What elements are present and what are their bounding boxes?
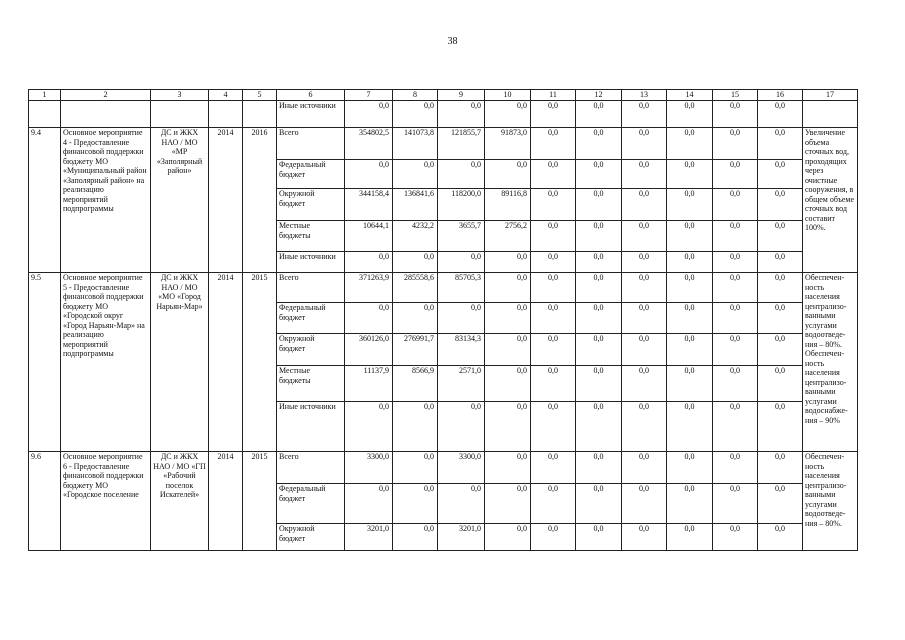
- amount-cell: 0,0: [576, 484, 622, 524]
- amount-cell: 0,0: [622, 189, 667, 221]
- amount-cell: 0,0: [345, 160, 393, 189]
- amount-cell: 0,0: [576, 252, 622, 273]
- amount-cell: 0,0: [758, 402, 803, 452]
- funding-source: Окружной бюджет: [277, 524, 345, 551]
- amount-cell: 0,0: [531, 160, 576, 189]
- amount-cell: 0,0: [485, 524, 531, 551]
- amount-cell: 0,0: [758, 160, 803, 189]
- item-number: 9.6: [29, 452, 61, 551]
- amount-cell: 0,0: [393, 101, 438, 128]
- amount-cell: 0,0: [667, 273, 713, 303]
- amount-cell: 0,0: [713, 189, 758, 221]
- column-header: 3: [151, 90, 209, 101]
- column-header: 9: [438, 90, 485, 101]
- amount-cell: 0,0: [393, 252, 438, 273]
- amount-cell: 0,0: [713, 484, 758, 524]
- amount-cell: 0,0: [576, 189, 622, 221]
- amount-cell: 0,0: [531, 273, 576, 303]
- amount-cell: 0,0: [345, 484, 393, 524]
- amount-cell: 0,0: [393, 484, 438, 524]
- amount-cell: 276991,7: [393, 334, 438, 366]
- amount-cell: 0,0: [622, 128, 667, 160]
- amount-cell: 85705,3: [438, 273, 485, 303]
- amount-cell: 0,0: [758, 273, 803, 303]
- amount-cell: 0,0: [758, 303, 803, 334]
- amount-cell: 0,0: [531, 524, 576, 551]
- amount-cell: 2571,0: [438, 366, 485, 402]
- column-header: 11: [531, 90, 576, 101]
- amount-cell: 0,0: [758, 452, 803, 484]
- column-header: 10: [485, 90, 531, 101]
- column-header: 4: [209, 90, 243, 101]
- amount-cell: 0,0: [576, 334, 622, 366]
- column-header: 17: [803, 90, 858, 101]
- start-year: 2014: [209, 452, 243, 551]
- amount-cell: 0,0: [485, 160, 531, 189]
- executor: ДС и ЖКХ НАО / МО «ГП «Рабочий поселок Искателей»: [151, 452, 209, 551]
- amount-cell: 0,0: [713, 101, 758, 128]
- amount-cell: 0,0: [576, 524, 622, 551]
- amount-cell: 354802,5: [345, 128, 393, 160]
- empty-cell: [61, 101, 151, 128]
- funding-source: Всего: [277, 452, 345, 484]
- amount-cell: 0,0: [667, 160, 713, 189]
- column-header: 15: [713, 90, 758, 101]
- amount-cell: 0,0: [393, 303, 438, 334]
- empty-cell: [243, 101, 277, 128]
- amount-cell: 83134,3: [438, 334, 485, 366]
- amount-cell: 3201,0: [438, 524, 485, 551]
- amount-cell: 0,0: [758, 524, 803, 551]
- amount-cell: 0,0: [485, 101, 531, 128]
- amount-cell: 0,0: [713, 252, 758, 273]
- amount-cell: 0,0: [667, 252, 713, 273]
- amount-cell: 0,0: [485, 366, 531, 402]
- amount-cell: 0,0: [438, 402, 485, 452]
- amount-cell: 0,0: [438, 484, 485, 524]
- amount-cell: 3201,0: [345, 524, 393, 551]
- amount-cell: 10644,1: [345, 221, 393, 252]
- amount-cell: 0,0: [576, 303, 622, 334]
- funding-source: Местные бюджеты: [277, 221, 345, 252]
- empty-cell: [803, 101, 858, 128]
- funding-source: Федеральный бюджет: [277, 484, 345, 524]
- amount-cell: 0,0: [622, 366, 667, 402]
- funding-source: Иные источники: [277, 101, 345, 128]
- amount-cell: 0,0: [576, 160, 622, 189]
- column-header: 5: [243, 90, 277, 101]
- funding-source: Всего: [277, 128, 345, 160]
- empty-cell: [29, 101, 61, 128]
- amount-cell: 0,0: [393, 452, 438, 484]
- amount-cell: 0,0: [345, 402, 393, 452]
- funding-source: Окружной бюджет: [277, 334, 345, 366]
- event-description: Основное мероприятие 4 - Предоставление финансовой поддержки бюджету МО «Муниципальный район «Заполярный район» на реализацию мероприятий подпрограммы: [61, 128, 151, 273]
- amount-cell: 0,0: [667, 128, 713, 160]
- amount-cell: 371263,9: [345, 273, 393, 303]
- amount-cell: 0,0: [758, 221, 803, 252]
- amount-cell: 0,0: [667, 189, 713, 221]
- amount-cell: 0,0: [393, 524, 438, 551]
- item-number: 9.5: [29, 273, 61, 452]
- amount-cell: 0,0: [622, 160, 667, 189]
- end-year: 2015: [243, 273, 277, 452]
- amount-cell: 0,0: [713, 366, 758, 402]
- amount-cell: 89116,8: [485, 189, 531, 221]
- funding-source: Федеральный бюджет: [277, 160, 345, 189]
- amount-cell: 0,0: [485, 334, 531, 366]
- amount-cell: 0,0: [531, 334, 576, 366]
- amount-cell: 0,0: [345, 303, 393, 334]
- amount-cell: 0,0: [758, 128, 803, 160]
- amount-cell: 0,0: [713, 303, 758, 334]
- column-header: 2: [61, 90, 151, 101]
- amount-cell: 0,0: [622, 524, 667, 551]
- expected-result: Обеспечен-ность населения централизо-ванными услугами водоотведе-ния – 80%. Обеспечен-ность населения централизо-ванными услугами водоснабже-ния – 90%: [803, 273, 858, 452]
- amount-cell: 0,0: [622, 402, 667, 452]
- amount-cell: 0,0: [531, 303, 576, 334]
- amount-cell: 0,0: [622, 273, 667, 303]
- column-header: 7: [345, 90, 393, 101]
- funding-source: Местные бюджеты: [277, 366, 345, 402]
- amount-cell: 0,0: [438, 101, 485, 128]
- end-year: 2016: [243, 128, 277, 273]
- amount-cell: 0,0: [667, 402, 713, 452]
- funding-source: Иные источники: [277, 402, 345, 452]
- amount-cell: 0,0: [713, 334, 758, 366]
- amount-cell: 0,0: [758, 189, 803, 221]
- amount-cell: 91873,0: [485, 128, 531, 160]
- amount-cell: 0,0: [667, 366, 713, 402]
- amount-cell: 3300,0: [345, 452, 393, 484]
- amount-cell: 0,0: [713, 452, 758, 484]
- column-header: 12: [576, 90, 622, 101]
- event-description: Основное мероприятие 6 - Предоставление финансовой поддержки бюджету МО «Городское поселение: [61, 452, 151, 551]
- item-number: 9.4: [29, 128, 61, 273]
- amount-cell: 4232,2: [393, 221, 438, 252]
- amount-cell: 0,0: [393, 402, 438, 452]
- amount-cell: 0,0: [667, 524, 713, 551]
- amount-cell: 0,0: [438, 160, 485, 189]
- amount-cell: 0,0: [622, 221, 667, 252]
- amount-cell: 0,0: [667, 221, 713, 252]
- continuation-row: [29, 101, 858, 128]
- amount-cell: 0,0: [713, 221, 758, 252]
- amount-cell: 121855,7: [438, 128, 485, 160]
- amount-cell: 0,0: [531, 366, 576, 402]
- table-row: [29, 452, 858, 484]
- amount-cell: 0,0: [576, 221, 622, 252]
- column-header: 6: [277, 90, 345, 101]
- budget-table: [28, 89, 858, 551]
- amount-cell: 0,0: [576, 402, 622, 452]
- amount-cell: 0,0: [758, 484, 803, 524]
- executor: ДС и ЖКХ НАО / МО «МО «Город Нарьян-Мар»: [151, 273, 209, 452]
- amount-cell: 0,0: [758, 334, 803, 366]
- amount-cell: 0,0: [485, 484, 531, 524]
- end-year: 2015: [243, 452, 277, 551]
- amount-cell: 0,0: [576, 273, 622, 303]
- start-year: 2014: [209, 273, 243, 452]
- column-header: 14: [667, 90, 713, 101]
- executor: ДС и ЖКХ НАО / МО «МР «Заполярный район»: [151, 128, 209, 273]
- amount-cell: 0,0: [531, 484, 576, 524]
- amount-cell: 0,0: [393, 160, 438, 189]
- amount-cell: 141073,8: [393, 128, 438, 160]
- amount-cell: 0,0: [485, 402, 531, 452]
- amount-cell: 3300,0: [438, 452, 485, 484]
- expected-result: Увеличение объема сточных вод, проходящих через очистные сооружения, в общем объеме сточных вод составит 100%.: [803, 128, 858, 273]
- amount-cell: 0,0: [485, 303, 531, 334]
- amount-cell: 2756,2: [485, 221, 531, 252]
- amount-cell: 0,0: [713, 273, 758, 303]
- amount-cell: 0,0: [531, 252, 576, 273]
- amount-cell: 0,0: [622, 252, 667, 273]
- amount-cell: 0,0: [485, 452, 531, 484]
- amount-cell: 0,0: [667, 101, 713, 128]
- amount-cell: 136841,6: [393, 189, 438, 221]
- amount-cell: 0,0: [485, 273, 531, 303]
- amount-cell: 0,0: [531, 128, 576, 160]
- amount-cell: 0,0: [713, 160, 758, 189]
- event-description: Основное мероприятие 5 - Предоставление финансовой поддержки бюджету МО «Городской округ «Город Нарьян-Мар» на реализацию мероприятий подпрограммы: [61, 273, 151, 452]
- amount-cell: 360126,0: [345, 334, 393, 366]
- amount-cell: 0,0: [758, 366, 803, 402]
- expected-result: Обеспечен-ность населения централизо-ванными услугами водоотведе-ния – 80%.: [803, 452, 858, 551]
- amount-cell: 0,0: [576, 366, 622, 402]
- amount-cell: 3655,7: [438, 221, 485, 252]
- start-year: 2014: [209, 128, 243, 273]
- amount-cell: 0,0: [485, 252, 531, 273]
- amount-cell: 0,0: [758, 252, 803, 273]
- amount-cell: 0,0: [622, 484, 667, 524]
- header-row: [29, 90, 858, 101]
- amount-cell: 0,0: [667, 334, 713, 366]
- amount-cell: 0,0: [622, 452, 667, 484]
- amount-cell: 0,0: [345, 252, 393, 273]
- funding-source: Иные источники: [277, 252, 345, 273]
- amount-cell: 0,0: [622, 303, 667, 334]
- amount-cell: 0,0: [576, 128, 622, 160]
- amount-cell: 0,0: [622, 334, 667, 366]
- amount-cell: 0,0: [576, 452, 622, 484]
- column-header: 8: [393, 90, 438, 101]
- amount-cell: 8566,9: [393, 366, 438, 402]
- amount-cell: 0,0: [667, 452, 713, 484]
- amount-cell: 0,0: [531, 221, 576, 252]
- amount-cell: 0,0: [713, 524, 758, 551]
- amount-cell: 0,0: [758, 101, 803, 128]
- amount-cell: 0,0: [531, 189, 576, 221]
- amount-cell: 0,0: [438, 303, 485, 334]
- funding-source: Всего: [277, 273, 345, 303]
- amount-cell: 0,0: [345, 101, 393, 128]
- amount-cell: 0,0: [622, 101, 667, 128]
- table-row: [29, 273, 858, 303]
- column-header: 13: [622, 90, 667, 101]
- amount-cell: 0,0: [713, 402, 758, 452]
- amount-cell: 344158,4: [345, 189, 393, 221]
- page-number: 38: [447, 36, 458, 47]
- empty-cell: [151, 101, 209, 128]
- amount-cell: 118200,0: [438, 189, 485, 221]
- amount-cell: 0,0: [713, 128, 758, 160]
- amount-cell: 0,0: [667, 303, 713, 334]
- column-header: 16: [758, 90, 803, 101]
- amount-cell: 0,0: [531, 101, 576, 128]
- amount-cell: 0,0: [531, 402, 576, 452]
- table-row: [29, 128, 858, 160]
- amount-cell: 285558,6: [393, 273, 438, 303]
- amount-cell: 0,0: [667, 484, 713, 524]
- empty-cell: [209, 101, 243, 128]
- amount-cell: 0,0: [576, 101, 622, 128]
- amount-cell: 11137,9: [345, 366, 393, 402]
- amount-cell: 0,0: [438, 252, 485, 273]
- amount-cell: 0,0: [531, 452, 576, 484]
- funding-source: Окружной бюджет: [277, 189, 345, 221]
- funding-source: Федеральный бюджет: [277, 303, 345, 334]
- column-header: 1: [29, 90, 61, 101]
